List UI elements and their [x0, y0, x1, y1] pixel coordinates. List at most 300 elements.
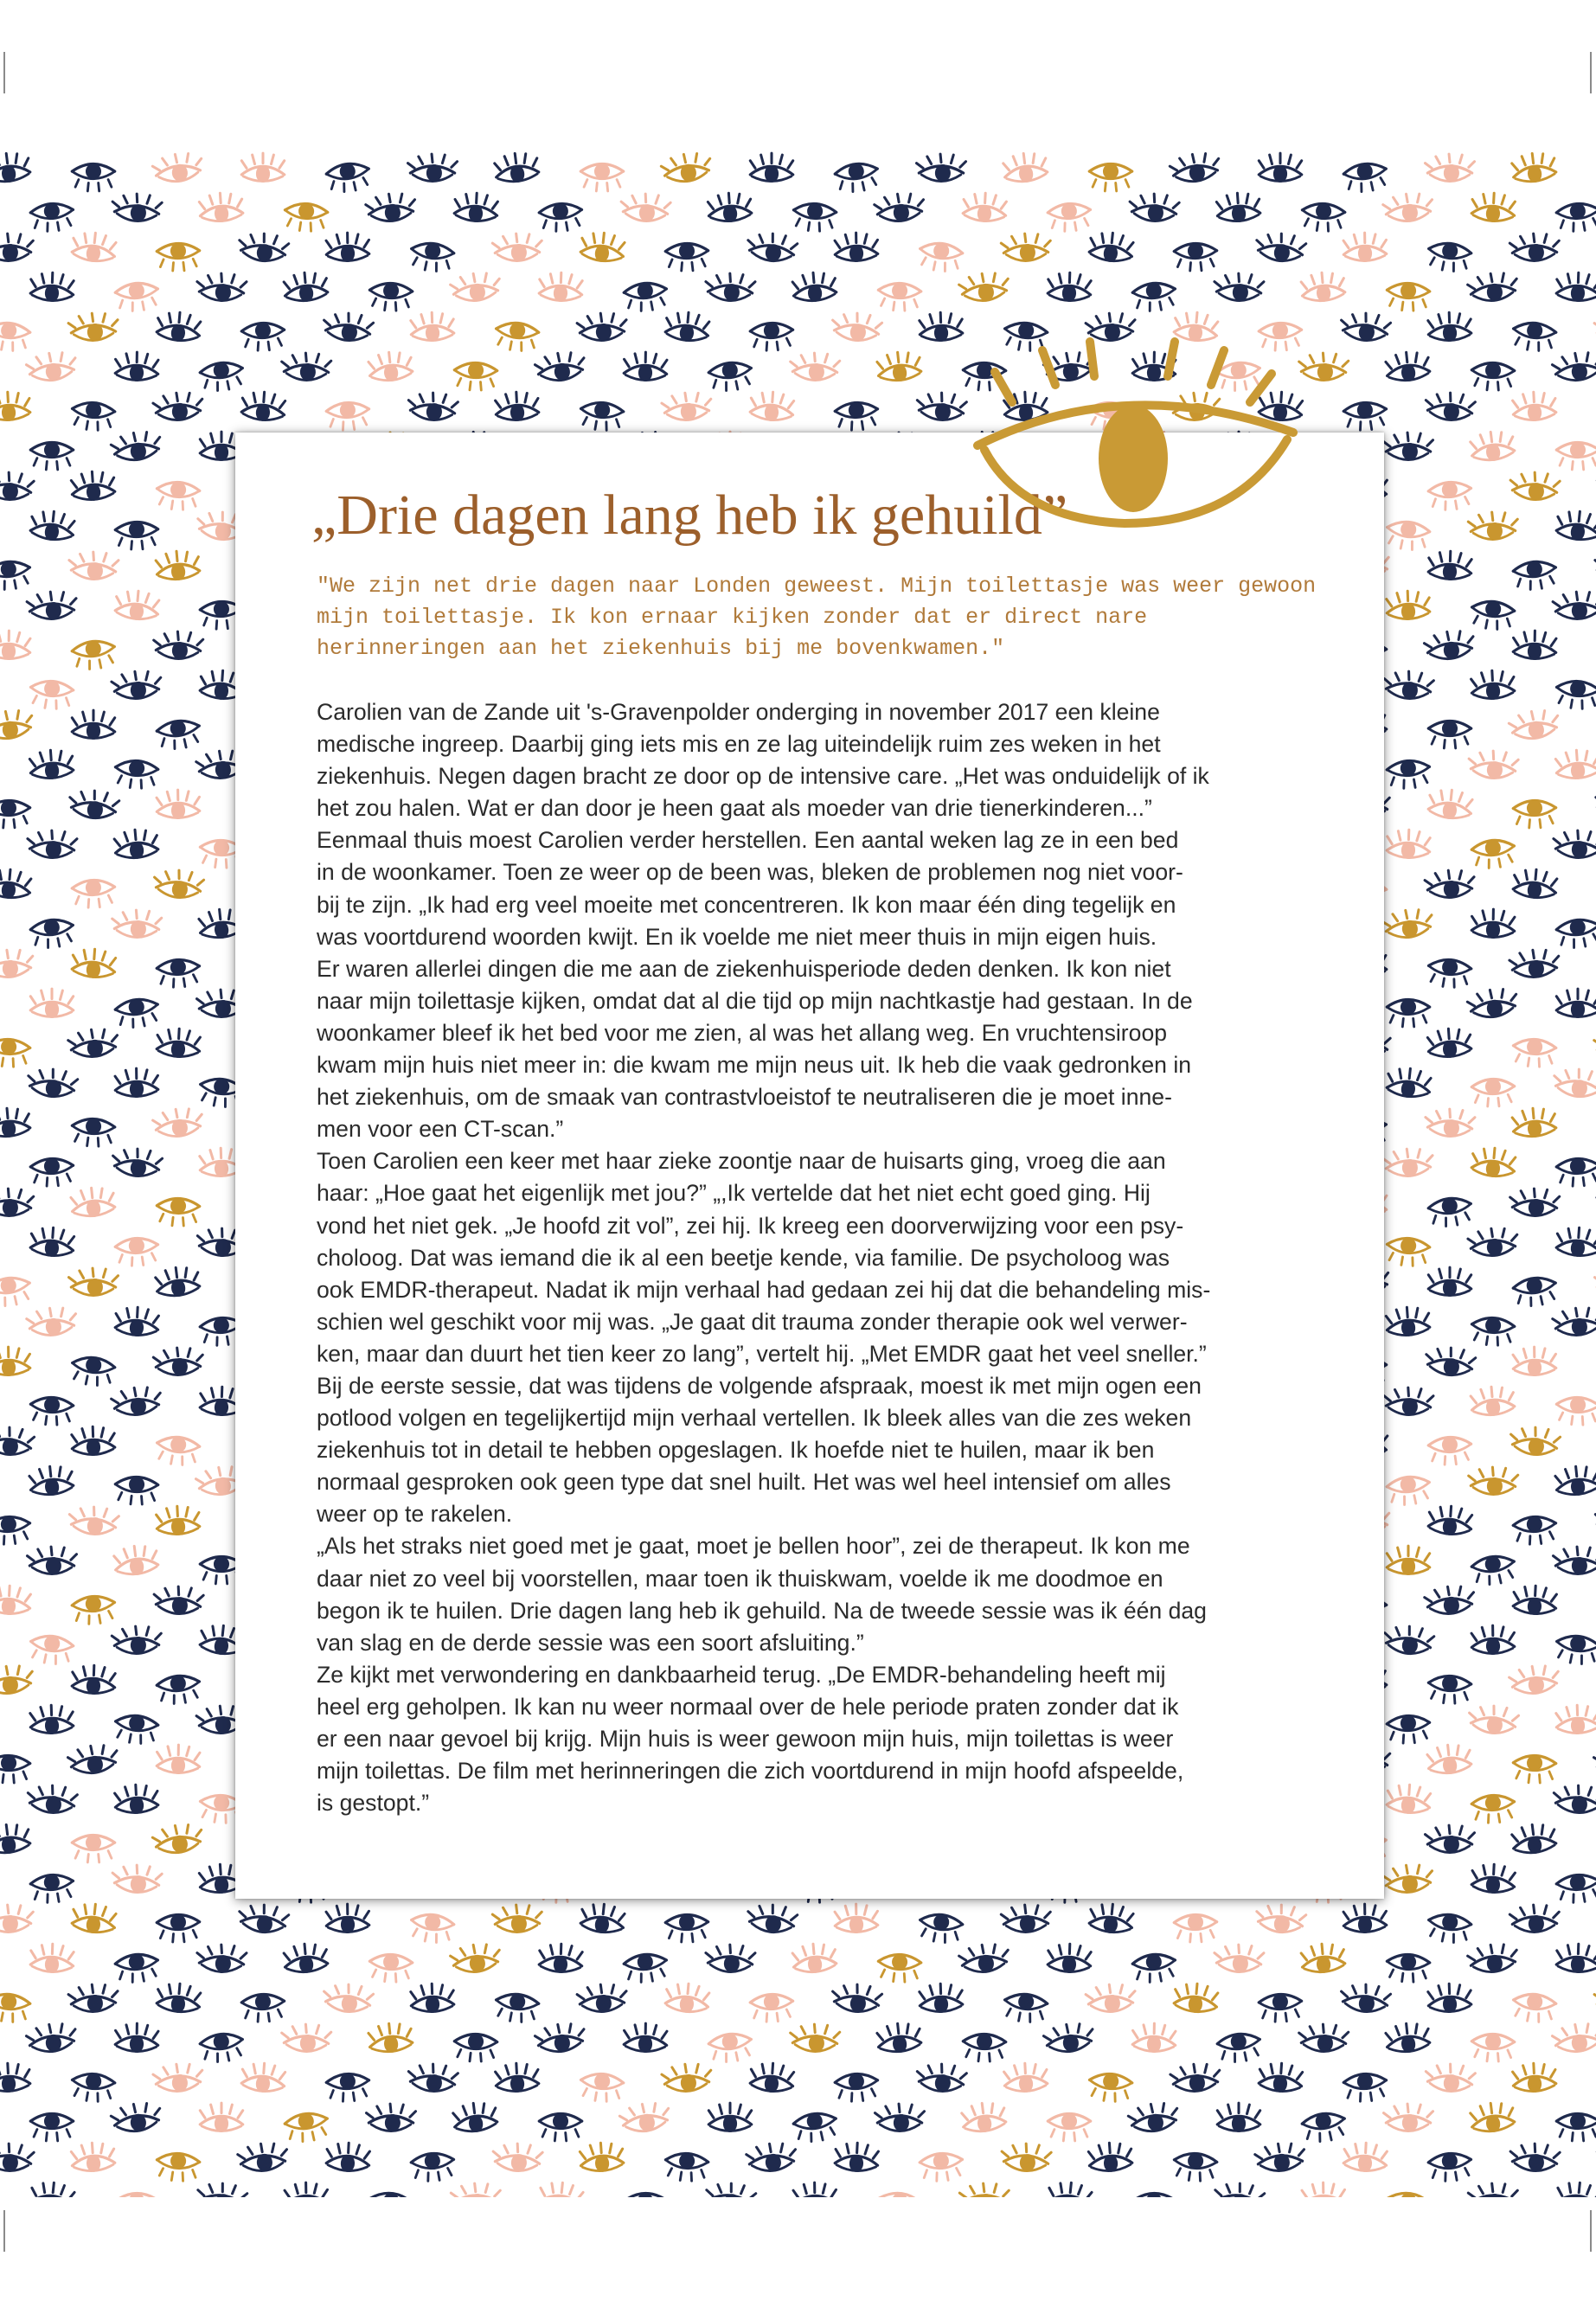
crop-mark-top-left: [3, 52, 5, 93]
eye-icon: [0, 1585, 31, 1616]
eye-icon: [1471, 192, 1516, 223]
eye-icon: [0, 234, 34, 261]
eye-icon: [1555, 2181, 1596, 2197]
eye-icon: [1214, 1944, 1264, 1972]
eye-icon: [1302, 2182, 1345, 2197]
eye-icon: [1427, 788, 1473, 821]
eye-icon: [1169, 151, 1221, 184]
eye-icon: [112, 1147, 163, 1178]
eye-icon: [1471, 1863, 1516, 1894]
eye-icon: [241, 391, 286, 423]
eye-icon: [0, 631, 30, 660]
eye-icon: [623, 1952, 668, 1984]
eye-icon: [1001, 234, 1051, 261]
eye-icon: [1387, 829, 1431, 859]
eye-icon: [71, 231, 117, 264]
eye-icon: [834, 162, 880, 194]
eye-icon: [1385, 520, 1430, 551]
eye-icon: [1382, 192, 1433, 222]
eye-icon: [0, 1755, 30, 1783]
eye-icon: [0, 2062, 30, 2093]
eye-icon: [959, 2183, 1010, 2197]
eye-icon: [1343, 2142, 1388, 2173]
eye-icon: [1425, 391, 1476, 421]
eye-icon: [29, 1634, 74, 1665]
eye-icon: [155, 1265, 201, 1298]
eye-icon: [1555, 918, 1596, 949]
big-eye-icon: [960, 337, 1306, 536]
eye-icon: [151, 1823, 203, 1856]
eye-icon: [0, 1038, 30, 1067]
eye-icon: [920, 2152, 964, 2182]
eye-icon: [111, 670, 162, 700]
eye-icon: [454, 192, 498, 223]
eye-icon: [323, 1983, 375, 2014]
eye-icon: [151, 151, 203, 184]
eye-icon: [29, 918, 74, 949]
eye-icon: [1382, 1863, 1433, 1894]
eye-icon: [1425, 1345, 1477, 1377]
eye-icon: [577, 1984, 627, 2012]
eye-icon: [70, 1186, 116, 1219]
eye-icon: [0, 471, 35, 501]
eye-icon: [69, 1268, 119, 1295]
eye-icon: [199, 192, 244, 224]
eye-icon: [790, 2024, 840, 2052]
eye-icon: [1385, 2022, 1431, 2054]
eye-icon: [1471, 1625, 1515, 1655]
eye-icon: [1468, 1467, 1518, 1495]
eye-icon: [110, 430, 162, 463]
eye-icon: [113, 828, 158, 860]
eye-icon: [1173, 2152, 1217, 2182]
eye-icon: [1471, 1079, 1515, 1106]
eye-icon: [875, 2104, 925, 2131]
eye-icon: [1556, 1874, 1596, 1904]
eye-icon: [409, 241, 454, 272]
eye-icon: [1513, 631, 1556, 660]
eye-icon: [1512, 2062, 1556, 2093]
eye-icon: [750, 323, 793, 351]
eye-icon: [1387, 1784, 1432, 1816]
eye-icon: [0, 1106, 31, 1138]
eye-icon: [157, 1745, 200, 1774]
eye-icon: [1173, 1982, 1218, 2014]
eye-icon: [1471, 1554, 1516, 1586]
eye-icon: [72, 1426, 116, 1456]
eye-icon: [1426, 154, 1475, 181]
eye-icon: [368, 2191, 413, 2197]
eye-icon: [1468, 750, 1519, 779]
eye-icon: [199, 2032, 244, 2063]
eye-icon: [539, 272, 583, 302]
crop-mark-bottom-right: [1590, 2210, 1592, 2252]
eye-icon: [1551, 2022, 1596, 2054]
eye-icon: [1255, 231, 1307, 263]
eye-icon: [72, 880, 115, 908]
eye-icon: [790, 353, 840, 381]
eye-icon: [30, 1943, 74, 1973]
eye-icon: [792, 2112, 838, 2144]
eye-icon: [30, 1397, 74, 1426]
eye-icon: [1343, 162, 1388, 194]
eye-icon: [577, 312, 627, 341]
eye-icon: [1425, 1108, 1475, 1137]
eye-icon: [72, 164, 114, 191]
eye-icon: [1556, 1227, 1596, 1259]
eye-icon: [660, 151, 712, 184]
eye-icon: [1216, 2032, 1261, 2063]
eye-icon: [1467, 1943, 1519, 1974]
eye-icon: [1425, 869, 1475, 898]
eye-icon: [1343, 233, 1387, 262]
eye-icon: [156, 2152, 200, 2182]
eye-icon: [1383, 1624, 1435, 1656]
eye-icon: [1217, 2103, 1259, 2131]
eye-icon: [68, 1505, 119, 1535]
eye-icon: [157, 958, 201, 988]
eye-icon: [157, 790, 200, 819]
eye-icon: [0, 1992, 31, 2023]
eye-icon: [661, 392, 712, 421]
eye-icon: [71, 1902, 117, 1935]
eye-icon: [112, 1626, 162, 1654]
eye-icon: [113, 1543, 159, 1577]
eye-icon: [1556, 1704, 1596, 1734]
eye-icon: [284, 2112, 330, 2144]
eye-icon: [27, 1067, 79, 1099]
eye-icon: [1340, 311, 1392, 343]
eye-icon: [1426, 1743, 1472, 1776]
eye-icon: [0, 1189, 34, 1216]
eye-icon: [1427, 1028, 1472, 1060]
eye-icon: [0, 1516, 31, 1545]
eye-icon: [1387, 1954, 1430, 1983]
eye-icon: [411, 2152, 455, 2182]
eye-icon: [115, 522, 158, 549]
eye-icon: [494, 151, 540, 184]
eye-icon: [1468, 1704, 1520, 1735]
eye-icon: [1214, 2181, 1266, 2197]
eye-icon: [0, 391, 30, 422]
eye-icon: [115, 1477, 158, 1504]
eye-icon: [619, 2101, 670, 2134]
eye-icon: [1552, 1306, 1596, 1336]
eye-icon: [27, 1784, 78, 1814]
eye-icon: [368, 350, 413, 383]
eye-icon: [25, 350, 77, 382]
eye-icon: [323, 311, 375, 343]
eye-icon: [747, 231, 798, 263]
eye-icon: [30, 443, 73, 470]
eye-icon: [451, 2183, 501, 2197]
eye-icon: [454, 362, 497, 390]
eye-icon: [1512, 868, 1557, 900]
eye-icon: [1048, 2114, 1090, 2141]
eye-icon: [1003, 1992, 1048, 2023]
eye-icon: [1259, 1994, 1302, 2022]
eye-icon: [196, 272, 247, 301]
eye-icon: [157, 1198, 200, 1226]
eye-icon: [367, 2104, 416, 2131]
eye-icon: [1384, 2104, 1433, 2131]
eye-icon: [917, 154, 966, 181]
eye-icon: [1216, 192, 1261, 224]
eye-icon: [534, 350, 586, 382]
eye-icon: [1554, 1465, 1596, 1497]
eye-icon: [114, 760, 158, 789]
eye-icon: [1048, 1943, 1092, 1973]
eye-icon: [157, 243, 200, 271]
eye-icon: [1556, 202, 1596, 233]
eye-icon: [1048, 202, 1092, 233]
eye-icon: [1556, 1397, 1596, 1426]
eye-icon: [661, 2063, 712, 2093]
eye-icon: [1512, 1038, 1556, 1067]
article-headline: „Drie dagen lang heb ik gehuild”: [311, 484, 1068, 547]
eye-icon: [918, 241, 963, 272]
eye-icon: [1512, 321, 1557, 352]
eye-icon: [156, 481, 200, 510]
eye-icon: [1088, 2142, 1133, 2174]
eye-icon: [30, 1158, 74, 1187]
crop-mark-bottom-left: [3, 2210, 5, 2252]
eye-icon: [1214, 272, 1264, 301]
eye-icon: [835, 1904, 878, 1933]
eye-icon: [0, 708, 34, 741]
eye-icon: [411, 1983, 455, 2013]
eye-icon: [0, 151, 31, 184]
eye-icon: [1132, 2023, 1176, 2053]
eye-icon: [1553, 1784, 1596, 1814]
eye-icon: [1387, 590, 1431, 620]
eye-icon: [238, 1902, 290, 1934]
eye-icon: [539, 202, 583, 233]
eye-icon: [580, 164, 623, 191]
eye-icon: [1428, 550, 1472, 580]
eye-icon: [369, 1954, 413, 1983]
eye-icon: [114, 1952, 159, 1984]
eye-icon: [29, 749, 74, 781]
eye-icon: [876, 2191, 921, 2197]
eye-icon: [200, 2103, 242, 2131]
eye-icon: [199, 361, 244, 392]
eye-icon: [68, 551, 119, 580]
eye-icon: [0, 560, 31, 591]
eye-icon: [580, 1902, 625, 1935]
eye-icon: [876, 350, 922, 383]
eye-icon: [1511, 151, 1557, 184]
eye-icon: [708, 361, 753, 392]
eye-icon: [1426, 1913, 1471, 1944]
eye-icon: [30, 2114, 73, 2141]
eye-icon: [1466, 987, 1518, 1020]
eye-icon: [1511, 1822, 1557, 1856]
eye-icon: [0, 1276, 32, 1308]
eye-icon: [27, 830, 77, 858]
eye-icon: [792, 1942, 836, 1974]
eye-icon: [241, 323, 285, 351]
eye-icon: [1512, 1992, 1557, 2023]
eye-icon: [1385, 350, 1431, 383]
eye-icon: [115, 1068, 158, 1098]
eye-icon: [1387, 283, 1430, 311]
eye-icon: [1513, 1347, 1556, 1376]
eye-icon: [29, 510, 75, 542]
eye-icon: [1467, 272, 1519, 303]
eye-icon: [72, 1664, 116, 1695]
eye-icon: [1468, 2183, 1518, 2197]
eye-icon: [538, 2181, 584, 2197]
eye-icon: [1301, 2112, 1347, 2144]
eye-icon: [1428, 1676, 1471, 1704]
eye-icon: [326, 2073, 370, 2102]
eye-icon: [68, 312, 119, 341]
eye-icon: [1428, 1983, 1472, 2013]
eye-icon: [152, 2063, 203, 2093]
eye-icon: [68, 788, 120, 820]
eye-icon: [114, 997, 160, 1029]
eye-icon: [1556, 2114, 1596, 2141]
eye-icon: [115, 1306, 159, 1337]
eye-icon: [665, 243, 708, 271]
eye-icon: [283, 1942, 328, 1974]
eye-icon: [409, 1913, 454, 1944]
eye-icon: [1555, 749, 1596, 781]
eye-icon: [835, 2142, 879, 2173]
eye-icon: [72, 1836, 114, 1862]
eye-icon: [495, 2062, 539, 2093]
eye-icon: [495, 1992, 540, 2023]
eye-icon: [916, 2062, 967, 2093]
eye-icon: [1512, 391, 1556, 422]
article-body: Carolien van de Zande uit 's-Gravenpolder onderging in november 2017 een kleine medische ingreep. Daarbij ging iets mis en ze lag uiteindelijk ruim zes weken in het ziekenhuis. Negen dagen bracht ze door op de intensive care. „Het was onduidelijk of ik het zou halen. Wat er dan door je heen gaat als moeder van drie tienerkinderen...” Eenmaal thuis moest Carolien verder herstellen. Een aantal weken lag ze in een bed in de woonkamer. Toen ze weer op de been was, bleken de problemen nog niet voor- bij te zijn. „Ik had erg veel moeite met concentreren. Ik kon maar één ding tegelijk en was voortdurend woorden kwijt. En ik voelde me niet meer thuis in mijn eigen huis. Er waren allerlei dingen die me aan de ziekenhuisperiode deden denken. Ik kon niet naar mijn toilettasje kijken, omdat dat al die tijd op mijn nachtkastje had gestaan. In de woonkamer bleef ik het bed voor me zien, al was het allang weg. En vruchtensiroop kwam mijn huis niet meer in: die kwam me mijn neus uit. Ik heb die vaak gedronken in het ziekenhuis, om de smaak van contrastvloeistof te neutraliseren die je moet inne- men voor een CT-scan.” Toen Carolien een keer met haar zieke zoontje naar de huisarts ging, vroeg die aan haar: „Hoe gaat het eigenlijk met jou?” „,Ik vertelde dat het niet echt goed ging. Hij vond het niet gek. „Je hoofd zit vol”, zei hij. Ik kreeg een doorverwijzing voor een psy- choloog. Dat was iemand die ik al een beetje kende, via familie. De psycholoog was ook EMDR-therapeut. Nadat ik mijn verhaal had gedaan zei hij dat die behandeling mis- schien wel geschikt voor mij was. „Je gaat dit trauma zonder therapie ook wel verwer- ken, maar dan duurt het tien keer zo lang”, vertelt hij. „Met EMDR gaat het veel sneller.” Bij de eerste sessie, dat was tijdens de volgende afspraak, moest ik met mijn ogen een potlood volgen en tegelijkertijd mijn verhaal vertellen. Ik bleek alles van die zes weken ziekenhuis tot in detail te hebben opgeslagen. Ik hoefde niet te huilen, maar ik ben normaal gesproken ook geen type dat snel huilt. Het was wel heel intensief om alles weer op te rakelen. „Als het straks niet goed met je gaat, moet je bellen hoor”, zei de therapeut. Ik kon me daar niet zo veel bij voorstellen, maar toen ik thuiskwam, voelde ik me doodmoe en begon ik te huilen. Drie dagen lang heb ik gehuild. Na de tweede sessie was ik één dag van slag en de derde sessie was een soort afsluiting.” Ze kijkt met verwondering en dankbaarheid terug. „De EMDR-behandeling heeft mij heel erg geholpen. Ik kan nu weer normaal over de hele periode praten zonder dat ik er een naar gevoel bij krijg. Mijn huis is weer gewoon mijn huis, mijn toilettas is weer mijn toilettas. De film met herinneringen die zich voortdurend in mijn hoofd afspeelde, is gestopt.”: [317, 699, 1211, 1817]
eye-icon: [958, 272, 1010, 303]
eye-icon: [1467, 1227, 1518, 1257]
eye-icon: [0, 800, 30, 828]
eye-icon: [1509, 1426, 1561, 1457]
eye-icon: [1426, 1825, 1475, 1852]
eye-icon: [835, 401, 879, 431]
eye-icon: [1042, 2022, 1094, 2054]
eye-icon: [1511, 1106, 1556, 1138]
eye-icon: [152, 392, 203, 421]
eye-icon: [27, 591, 77, 619]
eye-icon: [1255, 1902, 1307, 1934]
eye-icon: [1551, 350, 1596, 382]
eye-icon: [0, 1905, 34, 1932]
eye-icon: [708, 2103, 751, 2131]
eye-icon: [1343, 1904, 1387, 1933]
eye-icon: [920, 311, 964, 342]
eye-icon: [115, 352, 158, 381]
eye-icon: [71, 401, 115, 432]
eye-icon: [1088, 1902, 1134, 1935]
eye-icon: [67, 1743, 119, 1775]
eye-icon: [620, 193, 671, 222]
eye-icon: [454, 2034, 497, 2061]
eye-icon: [1131, 1952, 1176, 1984]
eye-icon: [1554, 1634, 1596, 1665]
eye-icon: [1129, 193, 1180, 222]
eye-icon: [72, 710, 114, 739]
eye-icon: [708, 192, 753, 224]
eye-icon: [664, 311, 709, 343]
eye-icon: [539, 1943, 583, 1973]
eye-icon: [110, 2101, 162, 2134]
eye-icon: [705, 1944, 755, 1972]
eye-icon: [29, 680, 74, 710]
eye-icon: [153, 1348, 203, 1375]
eye-icon: [1471, 2034, 1515, 2061]
eye-icon: [1428, 1267, 1471, 1296]
eye-icon: [67, 1028, 119, 1058]
eye-icon: [1386, 1306, 1431, 1338]
eye-icon: [0, 1822, 31, 1856]
eye-icon: [326, 1904, 369, 1933]
eye-icon: [1131, 281, 1176, 312]
eye-icon: [1553, 591, 1596, 619]
eye-icon: [1386, 1237, 1430, 1267]
eye-icon: [326, 2142, 370, 2173]
eye-icon: [492, 1905, 542, 1932]
eye-icon: [665, 1914, 708, 1942]
eye-icon: [1509, 2143, 1561, 2172]
eye-icon: [369, 283, 413, 311]
eye-icon: [624, 2193, 667, 2197]
eye-icon: [452, 2100, 498, 2134]
eye-icon: [1555, 510, 1596, 542]
eye-icon: [750, 153, 792, 182]
eye-icon: [1428, 311, 1472, 342]
eye-icon: [963, 2034, 1006, 2061]
eye-icon: [0, 949, 34, 978]
eye-icon: [1471, 362, 1515, 390]
eye-icon: [831, 311, 883, 343]
eye-icon: [1259, 153, 1301, 182]
crop-mark-top-right: [1590, 52, 1592, 93]
eye-icon: [30, 1874, 74, 1904]
eye-icon: [878, 283, 921, 311]
eye-icon: [157, 1914, 200, 1942]
eye-icon: [284, 202, 328, 232]
eye-icon: [1556, 1943, 1596, 1973]
eye-icon: [1381, 907, 1433, 939]
eye-icon: [238, 231, 290, 263]
eye-icon: [0, 1664, 34, 1695]
eye-icon: [1428, 1505, 1473, 1537]
eye-icon: [72, 1118, 115, 1147]
eye-icon: [196, 1944, 247, 1972]
eye-icon: [26, 1306, 77, 1336]
eye-icon: [30, 202, 74, 233]
eye-icon: [153, 1586, 204, 1615]
eye-icon: [1513, 1585, 1557, 1616]
eye-icon: [495, 321, 540, 352]
eye-icon: [534, 2022, 586, 2054]
eye-icon: [237, 2142, 288, 2172]
eye-icon: [1553, 1067, 1596, 1099]
eye-icon: [25, 2022, 77, 2054]
eye-icon: [30, 1227, 75, 1259]
eye-icon: [72, 948, 117, 980]
eye-icon: [365, 192, 416, 222]
eye-icon: [1471, 1146, 1516, 1178]
eye-icon: [793, 2182, 836, 2197]
eye-icon: [111, 1386, 163, 1417]
eye-icon: [281, 2024, 331, 2052]
eye-icon: [1513, 1516, 1557, 1545]
